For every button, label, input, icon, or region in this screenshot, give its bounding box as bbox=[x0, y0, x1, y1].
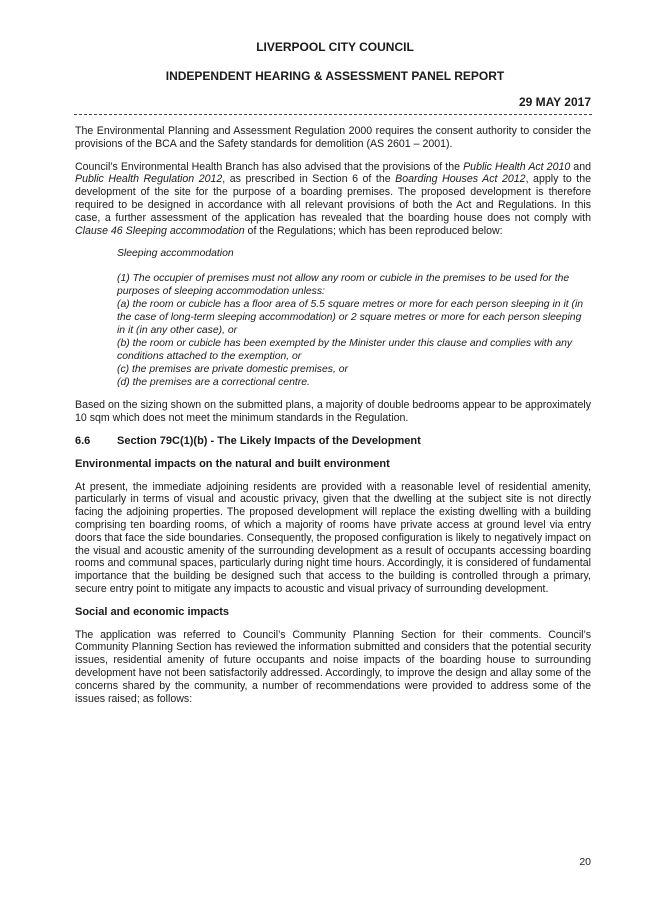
italic-act-reference: Public Health Act 2010 bbox=[463, 160, 571, 173]
paragraph-environmental-impacts: At present, the immediate adjoining residents are provided with a reasonable level of residential amenity, particularly in terms of visual and acoustic privacy, given that the dwelling at the subject site is not directly facing the adjoining properties. The proposed development will replace the existing dwelling with a building comprising ten boarding rooms, of which a majority of rooms have private access at ground level via entry doors that face the side boundaries. Consequently, the proposed configuration is likely to negatively impact on the visual and acoustic amenity of the surrounding development as a result of occupants accessing boarding rooms and communal spaces, particularly during night time hours. Accordingly, it is considered of fundamental importance that the building be designed such that access to the building is controlled through a primary, secure entry point to mitigate any impacts to acoustic and visual privacy of surrounding development. bbox=[75, 480, 591, 595]
subheading-environmental: Environmental impacts on the natural and built environment bbox=[75, 457, 390, 470]
page-number: 20 bbox=[579, 856, 591, 868]
quote-line: (b) the room or cubicle has been exempted by the Minister under this clause and complies with any conditions attached to the exemption, or bbox=[117, 338, 573, 363]
regulation-quote bbox=[117, 247, 591, 389]
paragraph-health-branch bbox=[75, 161, 591, 238]
quote-line: (c) the premises are private domestic premises, or bbox=[117, 364, 348, 376]
section-title: Section 79C(1)(b) - The Likely Impacts of the Development bbox=[117, 434, 421, 447]
text-span: and bbox=[570, 160, 591, 173]
text-span: of the Regulations; which has been reproduced below: bbox=[244, 224, 503, 237]
italic-regulation-reference: Public Health Regulation 2012 bbox=[75, 173, 223, 186]
report-title: INDEPENDENT HEARING & ASSESSMENT PANEL REPORT bbox=[165, 69, 505, 83]
italic-boarding-act-reference: Boarding Houses Act 2012 bbox=[395, 173, 526, 186]
paragraph-regulation: The Environmental Planning and Assessment Regulation 2000 requires the consent authority to consider the provisions of the BCA and the Safety standards for demolition (AS 2601 – 2001). bbox=[75, 125, 591, 150]
header-rule bbox=[74, 114, 592, 115]
paragraph-social-impacts: The application was referred to Council’s Community Planning Section for their comments. Council’s Community Planning Section has reviewed the information submitted and considers that the potential security issues, residential amenity of future occupants and noise impacts of the boarding house to surrounding development have not been satisfactorily addressed. Accordingly, to improve the design and allay some of the concerns shared by the community, a number of recommendations were provided to address some of the issues raised; as follows: bbox=[75, 628, 591, 705]
quote-line: (a) the room or cubicle has a floor area of 5.5 square metres or more for each person sleeping in it (in the case of long-term sleeping accommodation) or 2 square metres or more for each person sleeping in it (in any other case), or bbox=[117, 299, 584, 337]
section-heading bbox=[75, 435, 591, 448]
text-span: , as prescribed in Section 6 of the bbox=[222, 173, 396, 186]
section-number: 6.6 bbox=[75, 434, 91, 447]
italic-clause-reference: Clause 46 Sleeping accommodation bbox=[75, 224, 245, 237]
text-span: Council’s Environmental Health Branch has also advised that the provisions of the bbox=[75, 160, 464, 173]
subheading-social: Social and economic impacts bbox=[75, 605, 230, 618]
text-span: , apply to the development of the site for the purpose of a boarding premises. The proposed development is therefore required to be designed in accordance with all relevant provisions of both the Act and Regulations. In this case, a further assessment of the application has revealed that the boarding house does not comply with bbox=[75, 173, 591, 224]
report-date: 29 MAY 2017 bbox=[518, 95, 591, 109]
report-body bbox=[75, 125, 591, 715]
council-name: LIVERPOOL CITY COUNCIL bbox=[256, 40, 414, 54]
paragraph-sizing: Based on the sizing shown on the submitted plans, a majority of double bedrooms appear to be approximately 10 sqm which does not meet the minimum standards in the Regulation. bbox=[75, 399, 591, 425]
quote-title: Sleeping accommodation bbox=[117, 248, 234, 260]
quote-line: (1) The occupier of premises must not allow any room or cubicle in the premises to be used for the purposes of sleeping accommodation unless: bbox=[117, 273, 570, 298]
quote-line: (d) the premises are a correctional centre. bbox=[117, 377, 310, 389]
